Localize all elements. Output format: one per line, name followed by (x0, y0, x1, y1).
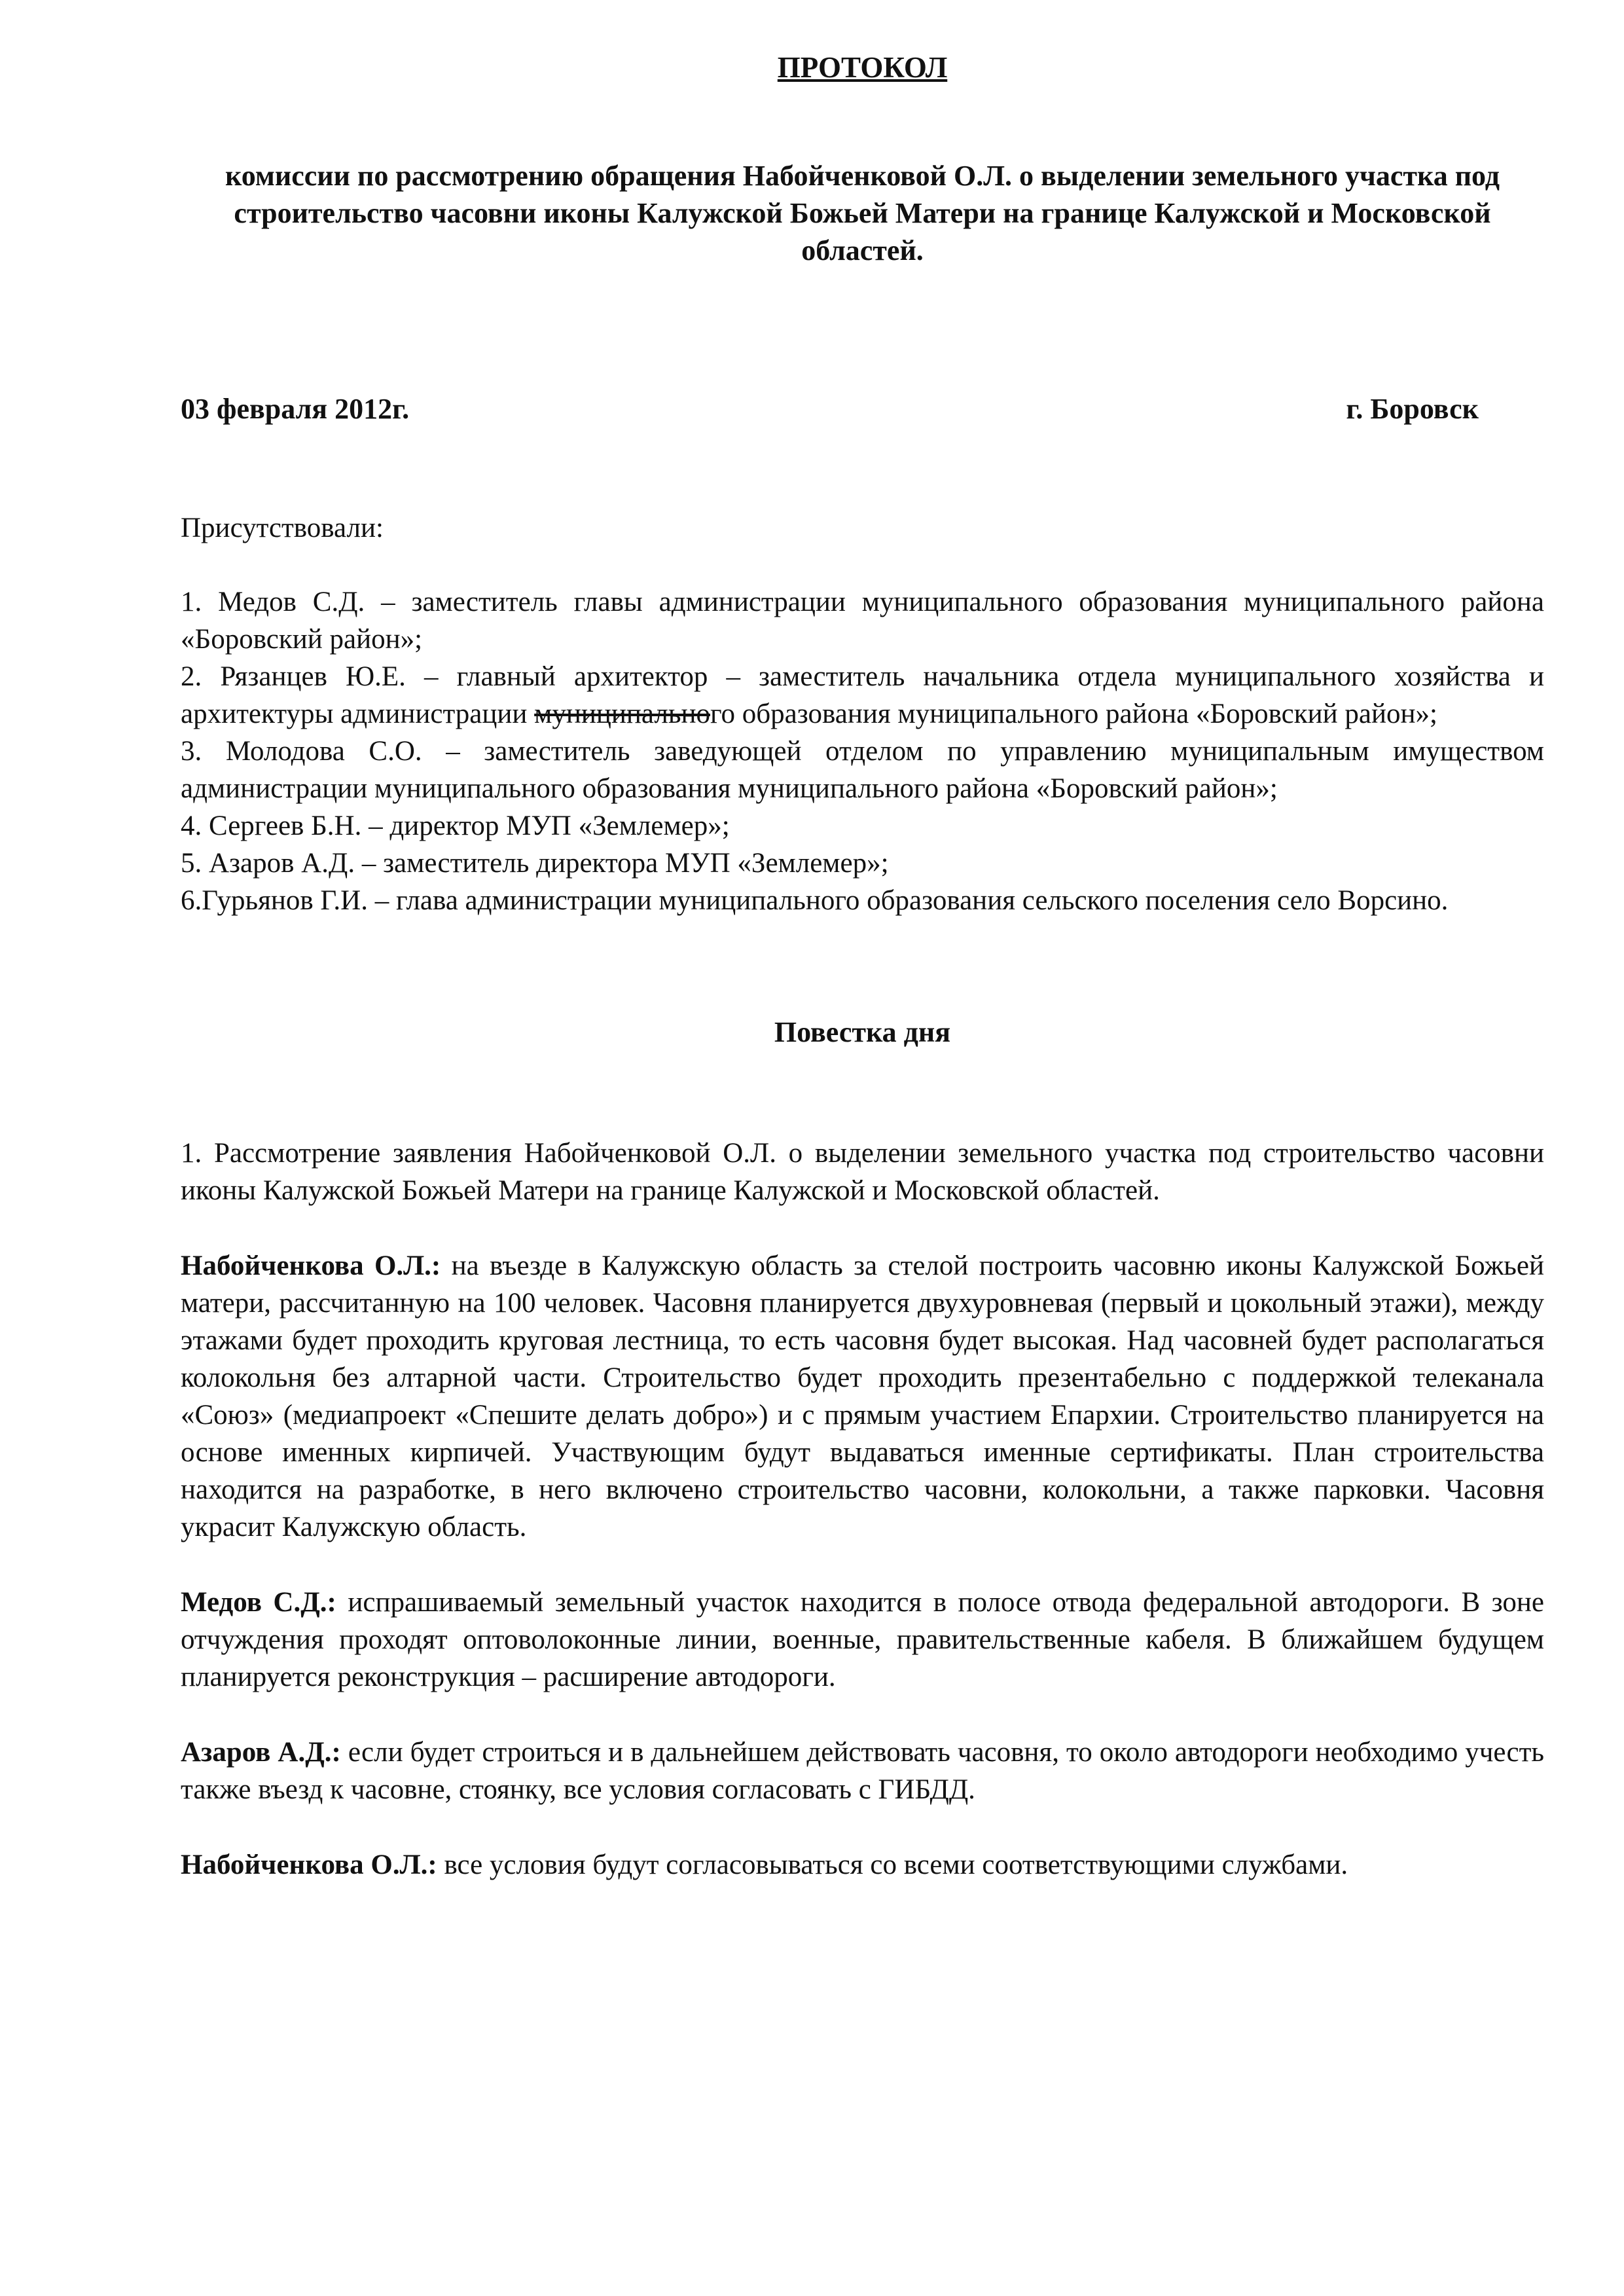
agenda-heading: Повестка дня (774, 1016, 951, 1048)
dateline (181, 390, 1544, 428)
speaker-name: Набойченкова О.Л.: (181, 1250, 441, 1281)
statement-text: все условия будут согласовываться со всеми соответствующими службами. (437, 1850, 1348, 1880)
attendee-item: 1. Медов С.Д. – заместитель главы администрации муниципального образования муниципального района «Боровский район»; (181, 587, 1544, 655)
agenda-item: 1. Рассмотрение заявления Набойченковой О.Л. о выделении земельного участка под строительство часовни иконы Калужской Божьей Матери на границе Калужской и Московской областей. (181, 1138, 1544, 1206)
attendance-label: Присутствовали: (181, 513, 384, 543)
attendee-item: 6.Гурьянов Г.И. – глава администрации муниципального образования сельского поселения село Ворсино. (181, 885, 1449, 916)
attendee-item: 4. Сергеев Б.Н. – директор МУП «Землемер»; (181, 811, 730, 841)
statement (181, 1734, 1544, 1808)
speaker-name: Медов С.Д.: (181, 1587, 336, 1618)
statement (181, 1846, 1544, 1884)
attendee-item (181, 658, 1544, 733)
document-subtitle: комиссии по рассмотрению обращения Набойченковой О.Л. о выделении земельного участка под строительство часовни иконы Калужской Божьей Матери на границе Калужской и Московской областей. (225, 160, 1500, 266)
statement-text: на въезде в Калужскую область за стелой построить часовню иконы Калужской Божьей матери, рассчитанную на 100 человек. Часовня планируется двухуровневая (первый и цокольный этажи), между этажами будет проходить круговая лестница, то есть часовня будет высокая. Над часовней будет располагаться колокольня без алтарной части. Строительство будет проходить презентабельно с поддержкой телеканала «Союз» (медиапроект «Спешите делать добро») и с прямым участием Епархии. Строительство планируется на основе именных кирпичей. Участвующим будут выдаваться именные сертификаты. План строительства находится на разработке, в него включено строительство часовни, колокольни, а также парковки. Часовня украсит Калужскую область. (181, 1250, 1544, 1542)
document-place: г. Боровск (1346, 393, 1479, 425)
statement (181, 1584, 1544, 1696)
statement-text: если будет строиться и в дальнейшем действовать часовня, то около автодороги необходимо учесть также въезд к часовне, стоянку, все условия согласовать с ГИБДД. (181, 1737, 1545, 1805)
struck-text: муниципально (534, 699, 710, 729)
speaker-name: Набойченкова О.Л.: (181, 1850, 437, 1880)
attendee-text: 2. Рязанцев Ю.Е. – главный архитектор – заместитель начальника отдела муниципального хозяйства и архитектуры администрации (181, 661, 1544, 729)
statement-text: испрашиваемый земельный участок находится в полосе отвода федеральной автодороги. В зоне отчуждения проходят оптоволоконные линии, военные, правительственные кабеля. В ближайшем будущем планируется реконструкция – расширение автодороги. (181, 1587, 1545, 1692)
attendee-list (181, 583, 1544, 919)
document-date: 03 февраля 2012г. (181, 393, 410, 425)
attendee-item: 3. Молодова С.О. – заместитель заведующей отделом по управлению муниципальным имуществом администрации муниципального образования муниципального района «Боровский район»; (181, 736, 1544, 804)
statement (181, 1247, 1544, 1546)
attendee-text: го образования муниципального района «Боровский район»; (710, 699, 1437, 729)
attendee-item: 5. Азаров А.Д. – заместитель директора МУП «Землемер»; (181, 848, 889, 879)
speaker-name: Азаров А.Д.: (181, 1737, 341, 1768)
document-title: ПРОТОКОЛ (777, 51, 948, 84)
